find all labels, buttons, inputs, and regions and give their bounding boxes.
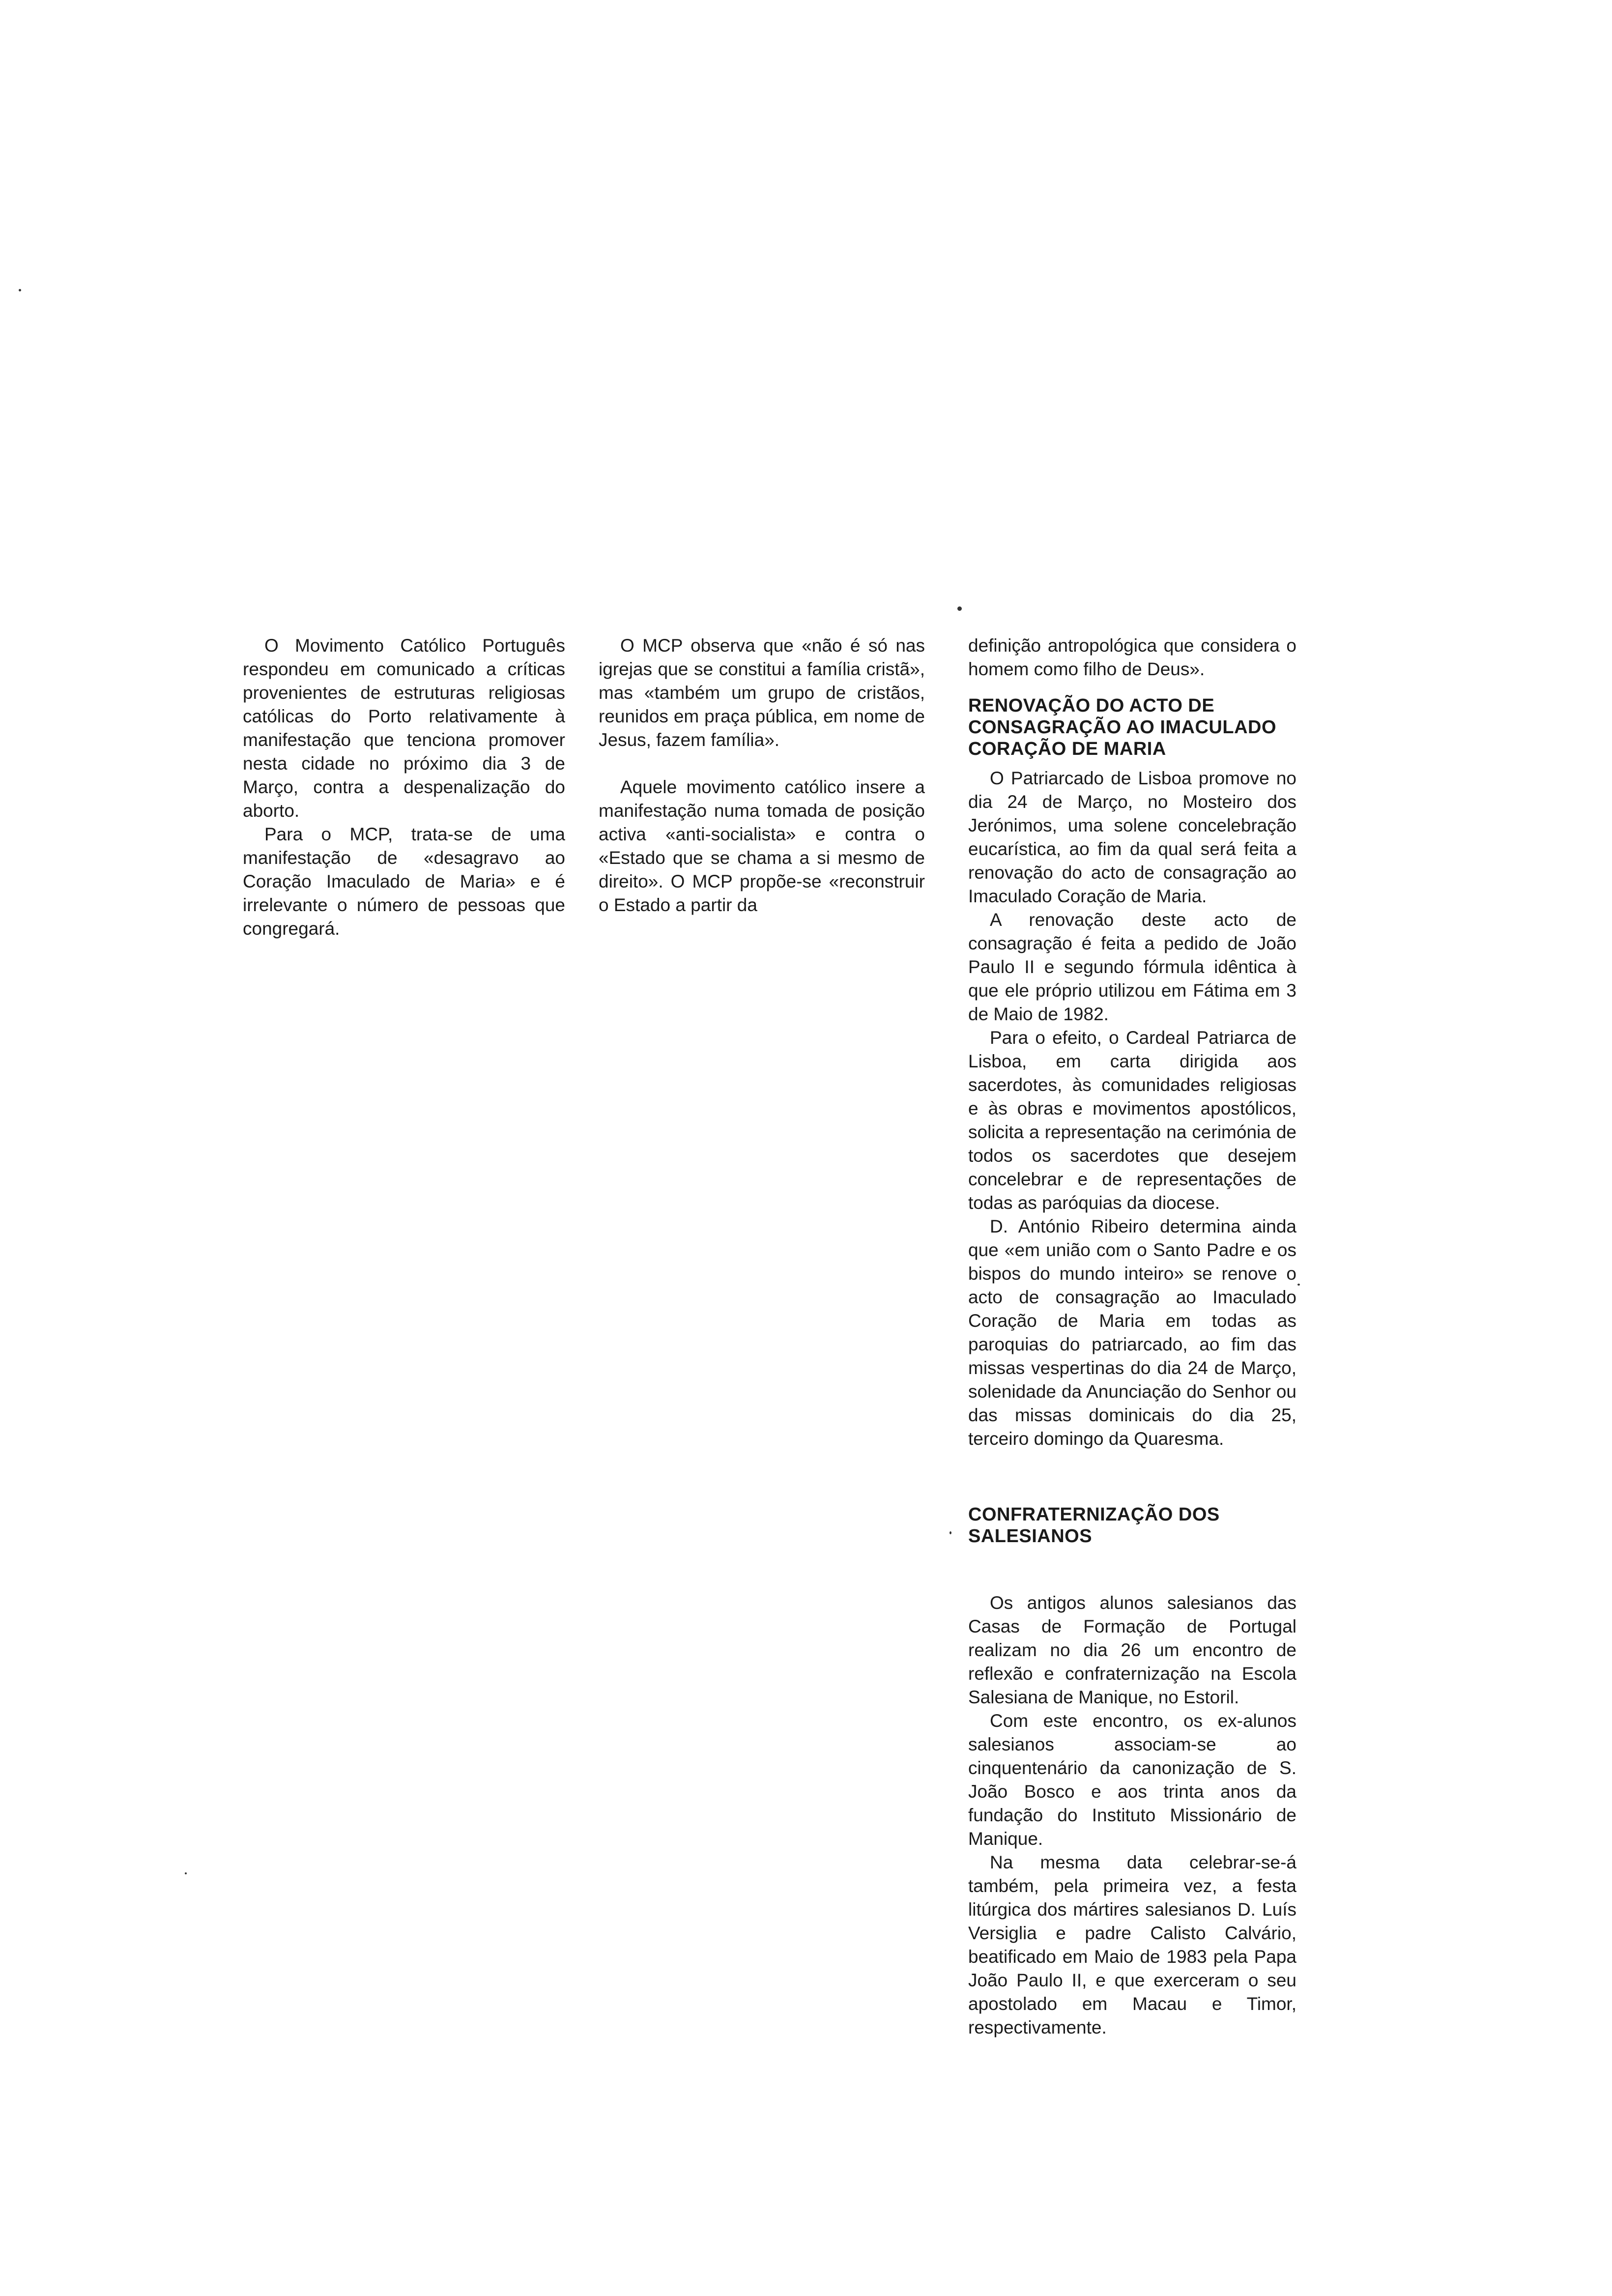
- paragraph: Para o MCP, trata-se de uma manifestação de «desagravo ao Coração Imaculado de Maria» e é irrelevante o número de pessoas que congregará.: [243, 824, 565, 939]
- paragraph: Aquele movimento católico insere a manifestação numa tomada de posição activa «anti-socialista» e contra o «Estado que se chama a si mesmo de direito». O MCP propõe-se «reconstruir o Estado a partir da: [599, 777, 925, 915]
- paragraph: D. António Ribeiro determina ainda que «em união com o Santo Padre e os bispos do mundo inteiro» se renove o acto de consagração ao Imaculado Coração de Maria em todas as paroquias do patriarcado, ao fim das missas vespertinas do dia 24 de Março, solenidade da Anunciação do Senhor ou das missas dominicais do dia 25, terceiro domingo da Quaresma.: [968, 1216, 1296, 1449]
- article-column-1: [243, 634, 565, 941]
- scan-speck: [19, 289, 21, 291]
- scan-speck: [957, 606, 962, 611]
- paragraph: O Movimento Católico Português respondeu em comunicado a críticas provenientes de estruturas religiosas católicas do Porto relativamente à manifestação que tenciona promover nesta cidade no próximo dia 3 de Março, contra a despenalização do aborto.: [243, 635, 565, 821]
- paragraph: O MCP observa que «não é só nas igrejas que se constitui a família cristã», mas «também um grupo de cristãos, reunidos em praça pública, em nome de Jesus, fazem família».: [599, 635, 925, 750]
- scan-speck: [1297, 1284, 1300, 1286]
- article-column-3: [968, 634, 1296, 2039]
- paragraph: Para o efeito, o Cardeal Patriarca de Lisboa, em carta dirigida aos sacerdotes, às comunidades religiosas e às obras e movimentos apostólicos, solicita a representação na cerimónia de todos os sacerdotes que desejem concelebrar e de representações de todas as paróquias da diocese.: [968, 1028, 1296, 1213]
- paragraph: Com este encontro, os ex-alunos salesianos associam-se ao cinquentenário da canonização de S. João Bosco e aos trinta anos da fundação do Instituto Missionário de Manique.: [968, 1711, 1296, 1849]
- scan-speck: [185, 1872, 187, 1874]
- section-heading-confraternizacao: CONFRATERNIZAÇÃO DOS SALESIANOS: [968, 1504, 1220, 1547]
- paragraph: O Patriarcado de Lisboa promove no dia 24 de Março, no Mosteiro dos Jerónimos, uma solene concelebração eucarística, ao fim da qual será feita a renovação do acto de consagração ao Imaculado Coração de Maria.: [968, 768, 1296, 906]
- paragraph: Na mesma data celebrar-se-á também, pela primeira vez, a festa litúrgica dos mártires salesianos D. Luís Versiglia e padre Calisto Calvário, beatificado em Maio de 1983 pela Papa João Paulo II, e que exerceram o seu apostolado em Macau e Timor, respectivamente.: [968, 1852, 1296, 2038]
- section-heading-renovacao: RENOVAÇÃO DO ACTO DE CONSAGRAÇÃO AO IMACULADO CORAÇÃO DE MARIA: [968, 695, 1277, 759]
- article-column-2: [599, 634, 925, 917]
- paragraph: Os antigos alunos salesianos das Casas de Formação de Portugal realizam no dia 26 um encontro de reflexão e confraternização na Escola Salesiana de Manique, no Estoril.: [968, 1593, 1296, 1707]
- paragraph-continuation: definição antropológica que considera o homem como filho de Deus».: [968, 635, 1296, 679]
- paragraph: A renovação deste acto de consagração é feita a pedido de João Paulo II e segundo fórmula idêntica à que ele próprio utilizou em Fátima em 3 de Maio de 1982.: [968, 910, 1296, 1024]
- scan-speck: [950, 1531, 951, 1534]
